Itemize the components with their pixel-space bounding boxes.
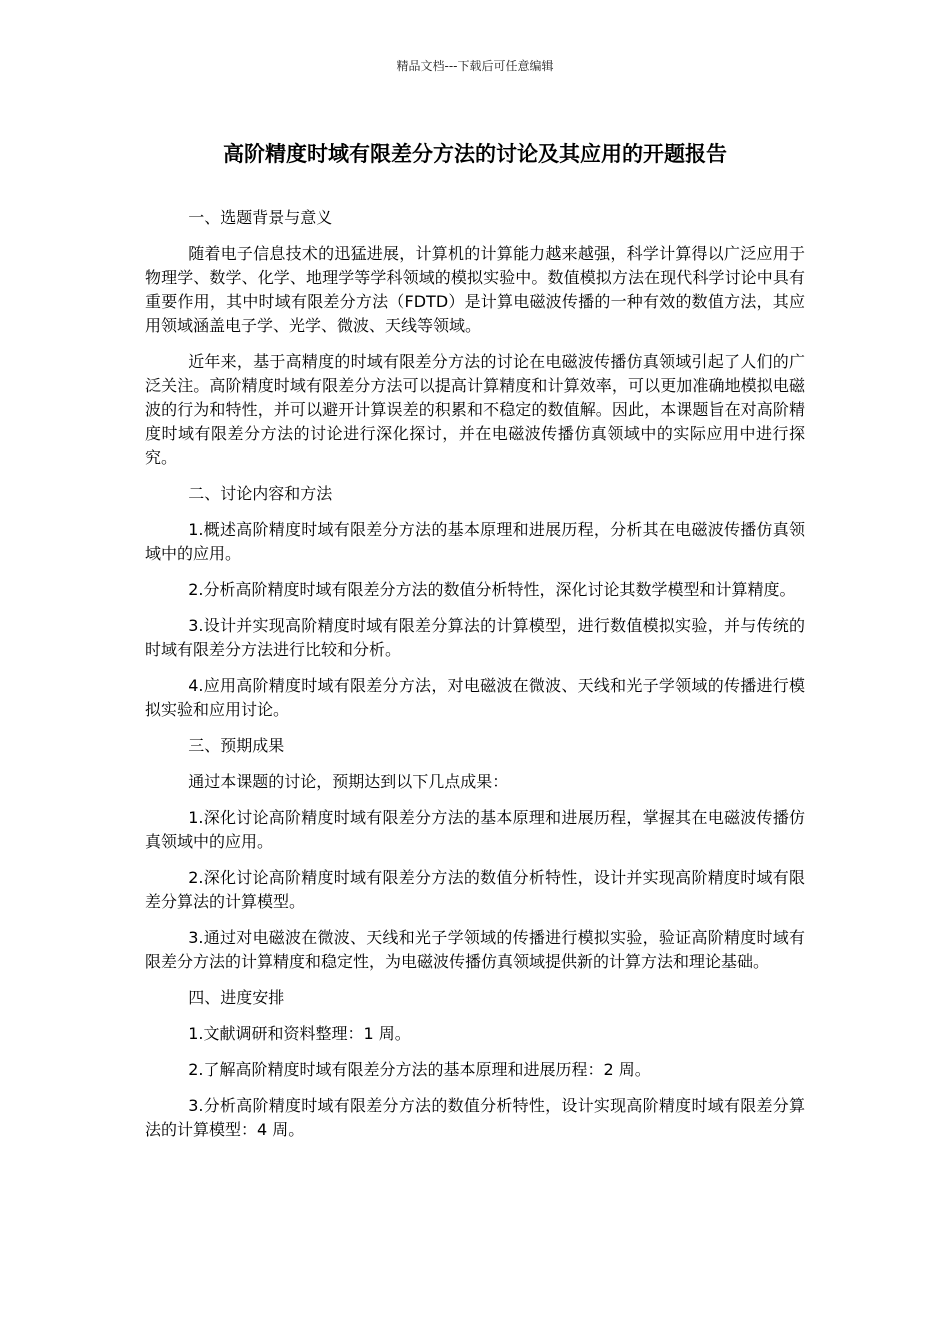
- content-item: 1.概述高阶精度时域有限差分方法的基本原理和进展历程，分析其在电磁波传播仿真领域中的应用。: [145, 520, 805, 563]
- schedule-item: 1.文献调研和资料整理：1 周。: [188, 1024, 411, 1043]
- results-item: 2.深化讨论高阶精度时域有限差分方法的数值分析特性，设计并实现高阶精度时域有限差分算法的计算模型。: [145, 868, 805, 911]
- background-paragraph-2: 近年来，基于高精度的时域有限差分方法的讨论在电磁波传播仿真领域引起了人们的广泛关注。高阶精度时域有限差分方法可以提高计算精度和计算效率，可以更加准确地模拟电磁波的行为和特性，并可以避开计算误差的积累和不稳定的数值解。因此，本课题旨在对高阶精度时域有限差分方法的讨论进行深化探讨，并在电磁波传播仿真领域中的实际应用中进行探究。: [145, 352, 805, 467]
- schedule-item: 2.了解高阶精度时域有限差分方法的基本原理和进展历程：2 周。: [188, 1060, 651, 1079]
- document-body: [145, 206, 805, 1154]
- section-heading-background: 一、选题背景与意义: [188, 208, 333, 227]
- results-intro: 通过本课题的讨论，预期达到以下几点成果：: [188, 772, 509, 791]
- background-paragraph-1: 随着电子信息技术的迅猛进展，计算机的计算能力越来越强，科学计算得以广泛应用于物理学、数学、化学、地理学等学科领域的模拟实验中。数值模拟方法在现代科学讨论中具有重要作用，其中时域有限差分方法（FDTD）是计算电磁波传播的一种有效的数值方法，其应用领域涵盖电子学、光学、微波、天线等领域。: [145, 244, 805, 335]
- results-item: 3.通过对电磁波在微波、天线和光子学领域的传播进行模拟实验，验证高阶精度时域有限差分方法的计算精度和稳定性，为电磁波传播仿真领域提供新的计算方法和理论基础。: [145, 928, 805, 971]
- content-item: 3.设计并实现高阶精度时域有限差分算法的计算模型，进行数值模拟实验，并与传统的时域有限差分方法进行比较和分析。: [145, 616, 805, 659]
- section-heading-expected-results: 三、预期成果: [188, 736, 285, 755]
- section-heading-content-methods: 二、讨论内容和方法: [188, 484, 333, 503]
- page-header: 精品文档---下载后可任意编辑: [396, 59, 554, 73]
- content-item: 2.分析高阶精度时域有限差分方法的数值分析特性，深化讨论其数学模型和计算精度。: [188, 580, 796, 599]
- schedule-item: 3.分析高阶精度时域有限差分方法的数值分析特性，设计实现高阶精度时域有限差分算法的计算模型：4 周。: [145, 1096, 805, 1139]
- section-heading-schedule: 四、进度安排: [188, 988, 285, 1007]
- document-title: 高阶精度时域有限差分方法的讨论及其应用的开题报告: [223, 142, 727, 166]
- results-item: 1.深化讨论高阶精度时域有限差分方法的基本原理和进展历程，掌握其在电磁波传播仿真领域中的应用。: [145, 808, 805, 851]
- content-item: 4.应用高阶精度时域有限差分方法，对电磁波在微波、天线和光子学领域的传播进行模拟实验和应用讨论。: [145, 676, 805, 719]
